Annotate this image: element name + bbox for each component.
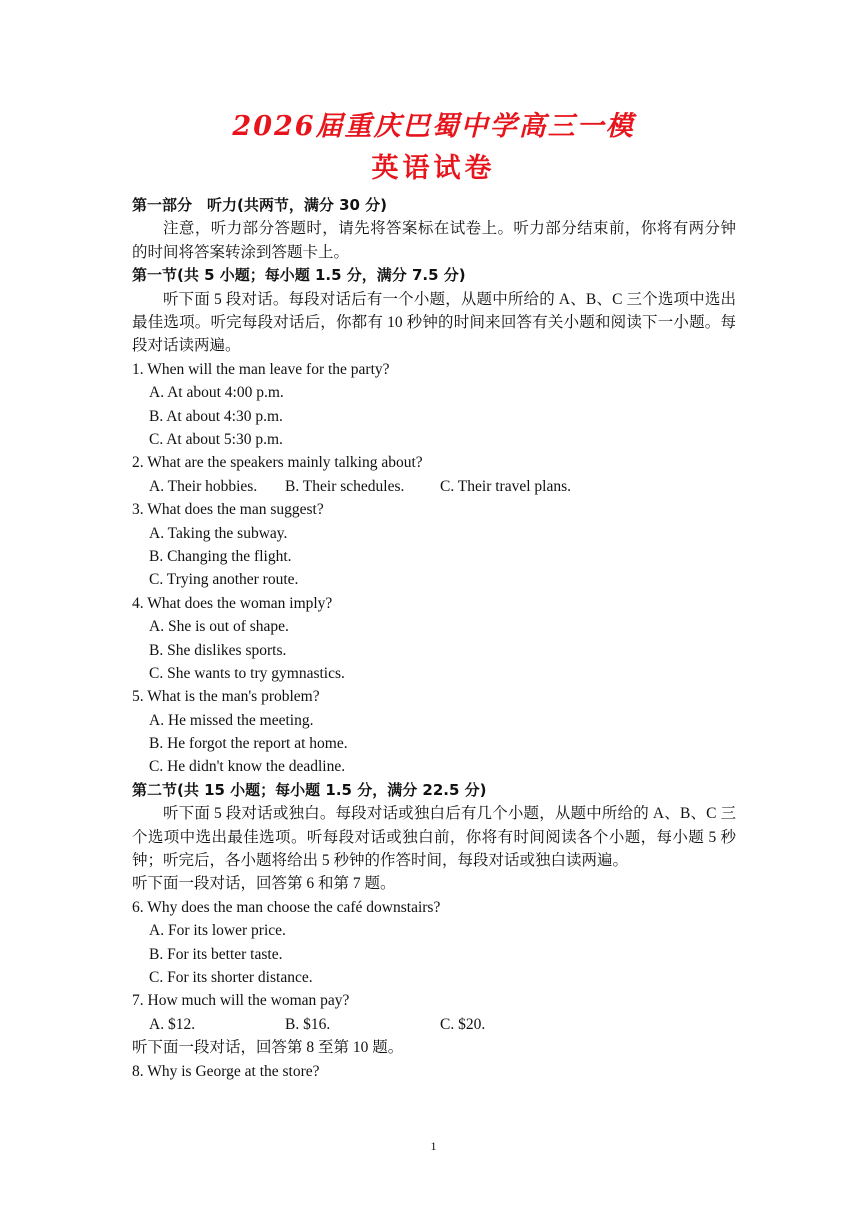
option-c: C. $20. — [440, 1015, 486, 1033]
option-b: B. He forgot the report at home. — [149, 735, 348, 753]
section2-heading: 第二节(共 15 小题；每小题 1.5 分，满分 22.5 分) — [132, 780, 487, 799]
dialog-instruction: 听下面一段对话，回答第 8 至第 10 题。 — [132, 1039, 404, 1057]
option-b: B. $16. — [285, 1015, 331, 1033]
option-c: C. Their travel plans. — [440, 477, 572, 495]
options-row — [132, 475, 736, 498]
option-c: C. For its shorter distance. — [149, 969, 313, 987]
question-stem: 8. Why is George at the store? — [132, 1062, 320, 1080]
dialog-instruction: 听下面一段对话，回答第 6 和第 7 题。 — [132, 875, 396, 893]
option-a: A. $12. — [149, 1015, 196, 1033]
exam-content — [132, 194, 736, 1083]
option-a: A. For its lower price. — [149, 922, 286, 940]
exam-subtitle: 英语试卷 — [371, 153, 496, 184]
exam-title: 2026届重庆巴蜀中学高三一模 — [232, 111, 635, 142]
part1-note: 注意，听力部分答题时，请先将答案标在试卷上。听力部分结束前，你将有两分钟的时间将答案转涂到答题卡上。 — [132, 220, 736, 261]
section1-heading: 第一节(共 5 小题；每小题 1.5 分，满分 7.5 分) — [132, 266, 466, 285]
option-c: C. She wants to try gymnastics. — [149, 664, 345, 682]
option-a: A. At about 4:00 p.m. — [149, 384, 284, 402]
question-stem: 3. What does the man suggest? — [132, 501, 324, 519]
option-c: C. He didn't know the deadline. — [149, 758, 346, 776]
option-b: B. Their schedules. — [285, 477, 405, 495]
part1-heading: 第一部分 听力(共两节，满分 30 分) — [132, 196, 388, 214]
option-a: A. She is out of shape. — [149, 618, 289, 636]
option-c: C. Trying another route. — [149, 571, 299, 589]
option-a: A. Taking the subway. — [149, 524, 288, 542]
option-b: B. Changing the flight. — [149, 547, 292, 565]
question-stem: 5. What is the man's problem? — [132, 688, 320, 706]
section1-instructions: 听下面 5 段对话。每段对话后有一个小题，从题中所给的 A、B、C 三个选项中选出最佳选项。听完每段对话后，你都有 10 秒钟的时间来回答有关小题和阅读下一小题。每段对话读两遍。 — [132, 290, 736, 355]
question-stem: 1. When will the man leave for the party? — [132, 360, 390, 378]
question-stem: 2. What are the speakers mainly talking about? — [132, 454, 423, 472]
option-a: A. Their hobbies. — [149, 477, 258, 495]
option-b: B. For its better taste. — [149, 945, 283, 963]
question-stem: 7. How much will the woman pay? — [132, 992, 350, 1010]
options-row — [132, 1013, 736, 1036]
section2-instructions: 听下面 5 段对话或独白。每段对话或独白后有几个小题，从题中所给的 A、B、C 三个选项中选出最佳选项。听每段对话或独白前，你将有时间阅读各个小题，每小题 5 秒钟；听完后，各小题将给出 5 秒钟的作答时间，每段对话或独白读两遍。 — [132, 805, 736, 870]
page-number: 1 — [430, 1139, 437, 1153]
option-c: C. At about 5:30 p.m. — [149, 430, 283, 448]
option-b: B. She dislikes sports. — [149, 641, 287, 659]
option-b: B. At about 4:30 p.m. — [149, 407, 283, 425]
question-stem: 6. Why does the man choose the café downstairs? — [132, 898, 441, 916]
option-a: A. He missed the meeting. — [149, 711, 314, 729]
question-stem: 4. What does the woman imply? — [132, 594, 333, 612]
